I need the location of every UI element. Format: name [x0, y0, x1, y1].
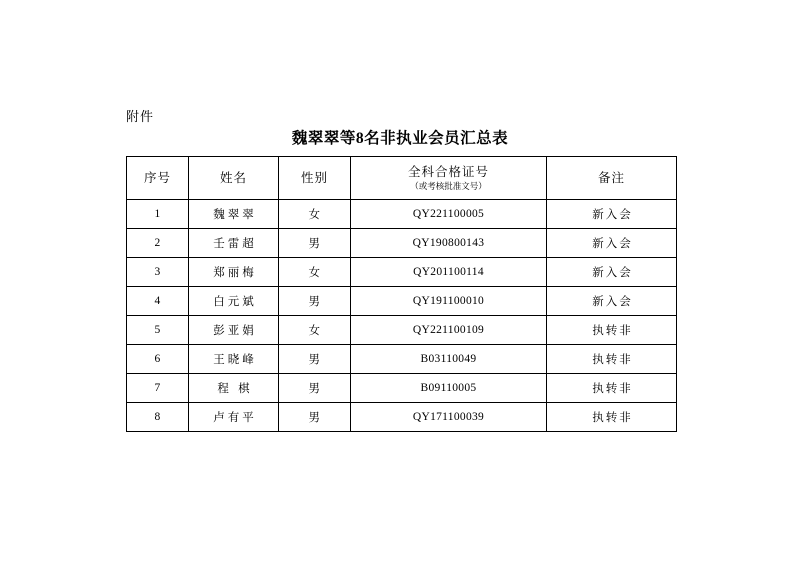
column-header-certificate-label: 全科合格证号 — [407, 164, 489, 179]
cell-seq: 7 — [127, 374, 189, 403]
table-row — [127, 403, 677, 432]
cell-gender: 男 — [279, 287, 351, 316]
column-header-seq — [127, 157, 189, 200]
cell-certificate: B09110005 — [351, 374, 547, 403]
cell-seq: 1 — [127, 200, 189, 229]
cell-gender: 男 — [279, 403, 351, 432]
cell-certificate: QY190800143 — [351, 229, 547, 258]
table-header-row — [127, 157, 677, 200]
cell-certificate: QY171100039 — [351, 403, 547, 432]
cell-certificate: QY201100114 — [351, 258, 547, 287]
members-table — [126, 156, 677, 432]
cell-gender: 男 — [279, 345, 351, 374]
table-row — [127, 229, 677, 258]
cell-gender: 女 — [279, 200, 351, 229]
cell-seq: 4 — [127, 287, 189, 316]
table-row — [127, 287, 677, 316]
cell-seq: 8 — [127, 403, 189, 432]
page-title: 魏翠翠等8名非执业会员汇总表 — [291, 130, 509, 147]
column-header-certificate — [351, 157, 547, 200]
column-header-seq-label: 序号 — [143, 170, 171, 185]
cell-seq: 2 — [127, 229, 189, 258]
cell-note: 执转非 — [547, 374, 677, 403]
cell-note: 执转非 — [547, 403, 677, 432]
cell-note: 新入会 — [547, 287, 677, 316]
column-header-certificate-sublabel: （或考核批准文号） — [410, 180, 487, 191]
column-header-name-label: 姓名 — [219, 170, 247, 185]
cell-note: 新入会 — [547, 200, 677, 229]
table-row — [127, 345, 677, 374]
cell-seq: 3 — [127, 258, 189, 287]
cell-note: 执转非 — [547, 316, 677, 345]
cell-name: 卢有平 — [189, 403, 279, 432]
attachment-label: 附件 — [126, 109, 155, 124]
table-row — [127, 200, 677, 229]
cell-gender: 女 — [279, 258, 351, 287]
cell-certificate: B03110049 — [351, 345, 547, 374]
cell-gender: 女 — [279, 316, 351, 345]
column-header-note — [547, 157, 677, 200]
cell-gender: 男 — [279, 229, 351, 258]
cell-seq: 5 — [127, 316, 189, 345]
cell-note: 新入会 — [547, 258, 677, 287]
cell-name: 郑丽梅 — [189, 258, 279, 287]
cell-certificate: QY221100109 — [351, 316, 547, 345]
column-header-note-label: 备注 — [597, 170, 625, 185]
column-header-gender-label: 性别 — [300, 170, 328, 185]
cell-name: 魏翠翠 — [189, 200, 279, 229]
column-header-gender — [279, 157, 351, 200]
cell-certificate: QY221100005 — [351, 200, 547, 229]
table-row — [127, 374, 677, 403]
cell-certificate: QY191100010 — [351, 287, 547, 316]
cell-note: 执转非 — [547, 345, 677, 374]
cell-name: 王晓峰 — [189, 345, 279, 374]
cell-gender: 男 — [279, 374, 351, 403]
cell-note: 新入会 — [547, 229, 677, 258]
cell-name: 程 棋 — [189, 374, 279, 403]
table-row — [127, 316, 677, 345]
cell-name: 彭亚娟 — [189, 316, 279, 345]
cell-seq: 6 — [127, 345, 189, 374]
cell-name: 白元斌 — [189, 287, 279, 316]
table-body — [127, 200, 677, 432]
table-row — [127, 258, 677, 287]
column-header-name — [189, 157, 279, 200]
cell-name: 壬雷超 — [189, 229, 279, 258]
